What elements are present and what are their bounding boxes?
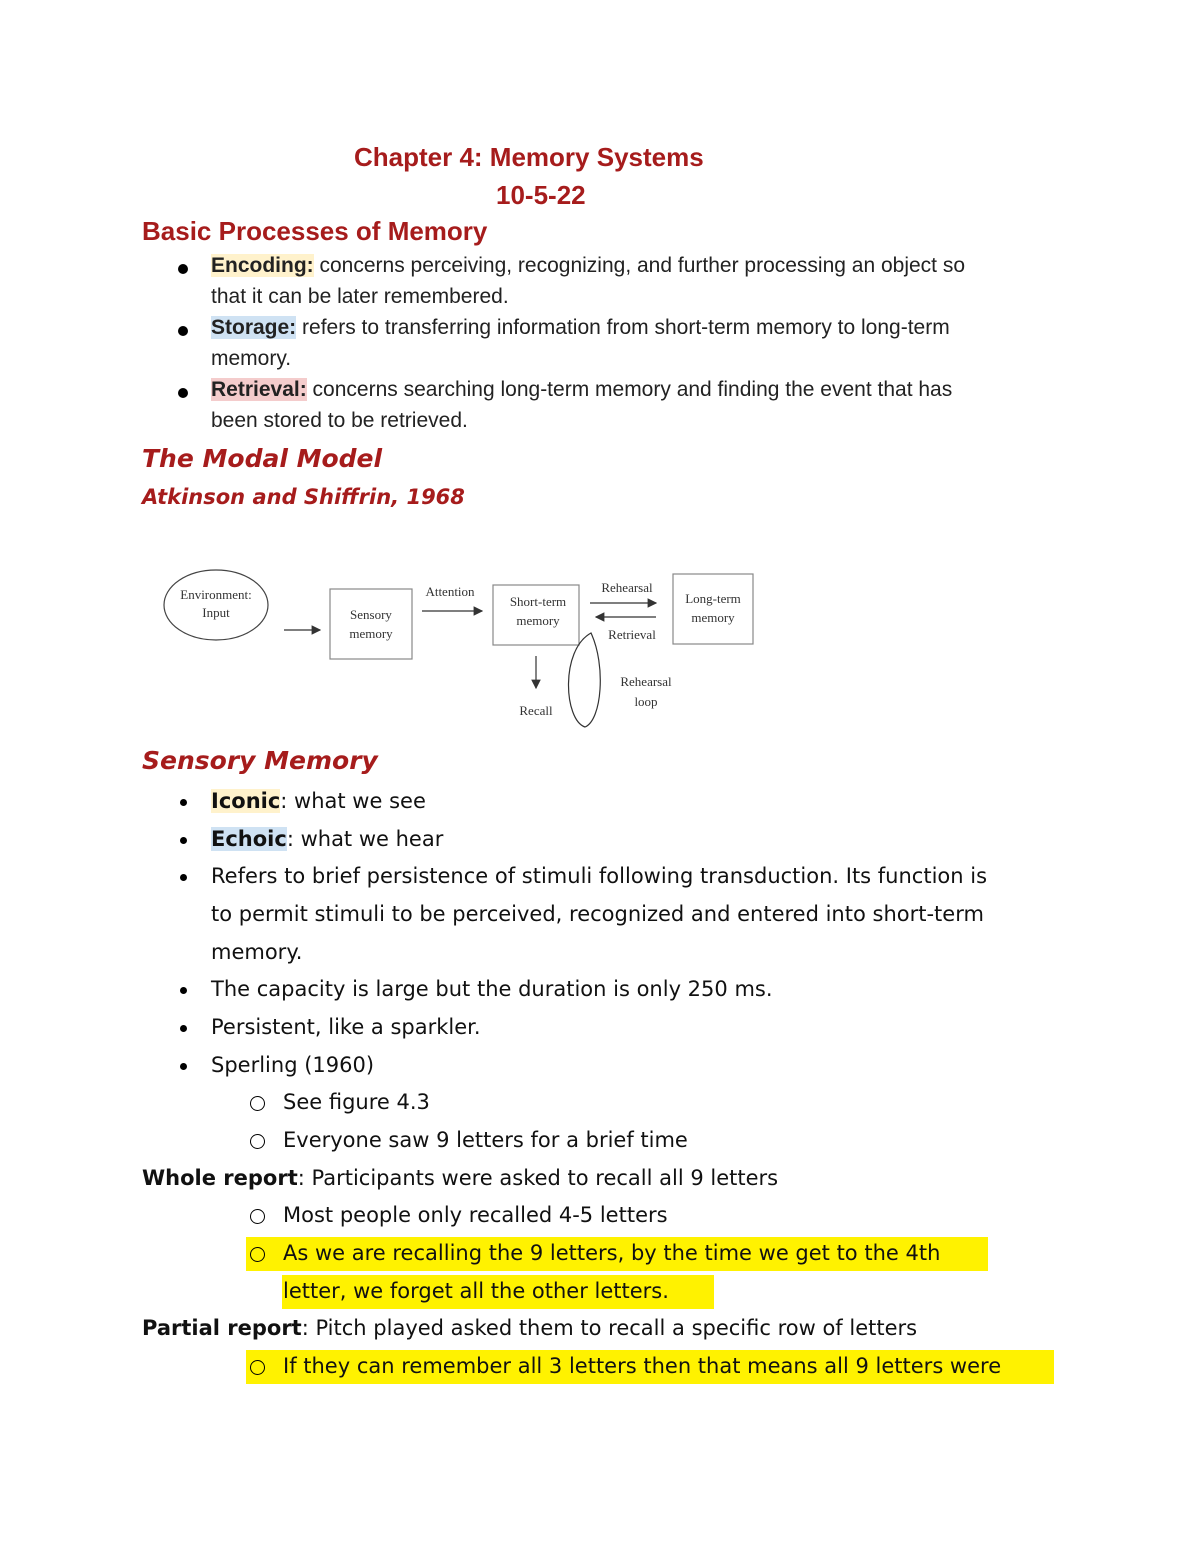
bullet-icon bbox=[180, 1063, 187, 1070]
rehearsal-loop-label: Rehearsal bbox=[620, 674, 672, 689]
sub-bullet-icon bbox=[250, 1360, 265, 1375]
bullet-icon bbox=[178, 264, 188, 274]
sensory-item-echoic bbox=[211, 820, 443, 858]
sub-bullet-icon bbox=[250, 1134, 265, 1149]
rehearsal-loop-arc bbox=[568, 633, 600, 727]
definition-text: : Participants were asked to recall all 9 letters bbox=[297, 1166, 779, 1190]
sperling-sub-item: See figure 4.3 bbox=[283, 1090, 430, 1114]
term-storage: Storage: bbox=[211, 316, 297, 339]
whole-report-sub-item: Most people only recalled 4-5 letters bbox=[283, 1203, 668, 1227]
definition-text: : what we hear bbox=[286, 827, 444, 851]
whole-report-sub-item-highlighted: As we are recalling the 9 letters, by the time we get to the 4th bbox=[283, 1241, 941, 1265]
sensory-item-capacity: The capacity is large but the duration is only 250 ms. bbox=[211, 977, 773, 1001]
retrieval-label: Retrieval bbox=[608, 627, 656, 642]
partial-report-line bbox=[142, 1309, 917, 1347]
bullet-icon bbox=[178, 388, 188, 398]
sensory-memory-node bbox=[330, 589, 412, 659]
bullet-icon bbox=[180, 874, 187, 881]
definition-text: : what we see bbox=[280, 789, 426, 813]
short-term-memory-label: Short-term bbox=[509, 594, 567, 609]
definition-text: concerns perceiving, recognizing, and further processing an object so bbox=[313, 254, 966, 277]
definition-text: : Pitch played asked them to recall a specific row of letters bbox=[301, 1316, 918, 1340]
sub-bullet-icon bbox=[250, 1096, 265, 1111]
term-encoding: Encoding: bbox=[211, 254, 314, 277]
bullet-icon bbox=[180, 799, 187, 806]
term-echoic: Echoic bbox=[211, 827, 287, 851]
rehearsal-loop-label: loop bbox=[634, 694, 658, 709]
term-whole-report: Whole report bbox=[142, 1166, 298, 1190]
section-subheading-atkinson: Atkinson and Shiffrin, 1968 bbox=[142, 485, 465, 509]
long-term-memory-label: Long-term bbox=[685, 591, 741, 606]
section-heading-modal-model: The Modal Model bbox=[142, 444, 383, 473]
modal-model-diagram bbox=[150, 555, 770, 735]
definition-text: concerns searching long-term memory and finding the event that has bbox=[306, 378, 953, 401]
long-term-memory-node bbox=[673, 574, 753, 644]
sensory-item-refers: to permit stimuli to be perceived, recognized and entered into short-term bbox=[211, 902, 984, 926]
page-title: Chapter 4: Memory Systems bbox=[354, 142, 704, 172]
environment-label: Environment: bbox=[180, 587, 252, 602]
term-retrieval: Retrieval: bbox=[211, 378, 307, 401]
sub-bullet-icon bbox=[250, 1209, 265, 1224]
bullet-icon bbox=[178, 326, 188, 336]
recall-label: Recall bbox=[519, 703, 553, 718]
sensory-memory-label: Sensory bbox=[350, 607, 392, 622]
section-heading-sensory-memory: Sensory Memory bbox=[142, 746, 378, 775]
definition-text: memory. bbox=[211, 347, 292, 370]
sensory-item-persistent: Persistent, like a sparkler. bbox=[211, 1015, 481, 1039]
sperling-sub-item: Everyone saw 9 letters for a brief time bbox=[283, 1128, 688, 1152]
long-term-memory-label: memory bbox=[691, 610, 735, 625]
rehearsal-label: Rehearsal bbox=[601, 580, 653, 595]
term-iconic: Iconic bbox=[211, 789, 281, 813]
sensory-item-refers: memory. bbox=[211, 940, 303, 964]
definition-text: been stored to be retrieved. bbox=[211, 409, 468, 432]
sub-bullet-icon bbox=[250, 1247, 265, 1262]
definition-text: that it can be later remembered. bbox=[211, 285, 509, 308]
bullet-icon bbox=[180, 987, 187, 994]
term-partial-report: Partial report bbox=[142, 1316, 302, 1340]
partial-report-sub-item-highlighted: If they can remember all 3 letters then that means all 9 letters were bbox=[283, 1354, 1002, 1378]
bullet-icon bbox=[180, 837, 187, 844]
definition-text: refers to transferring information from short-term memory to long-term bbox=[296, 316, 950, 339]
sensory-item-sperling: Sperling (1960) bbox=[211, 1053, 375, 1077]
whole-report-line bbox=[142, 1159, 778, 1197]
environment-label: Input bbox=[202, 605, 230, 620]
sensory-item-iconic bbox=[211, 782, 426, 820]
page-date: 10-5-22 bbox=[496, 180, 586, 210]
sensory-item-refers: Refers to brief persistence of stimuli following transduction. Its function is bbox=[211, 864, 988, 888]
sensory-memory-label: memory bbox=[349, 626, 393, 641]
attention-label: Attention bbox=[425, 584, 475, 599]
section-heading-basic-processes: Basic Processes of Memory bbox=[142, 216, 488, 246]
bullet-icon bbox=[180, 1025, 187, 1032]
short-term-memory-label: memory bbox=[516, 613, 560, 628]
whole-report-sub-item-highlighted: letter, we forget all the other letters. bbox=[283, 1279, 669, 1303]
